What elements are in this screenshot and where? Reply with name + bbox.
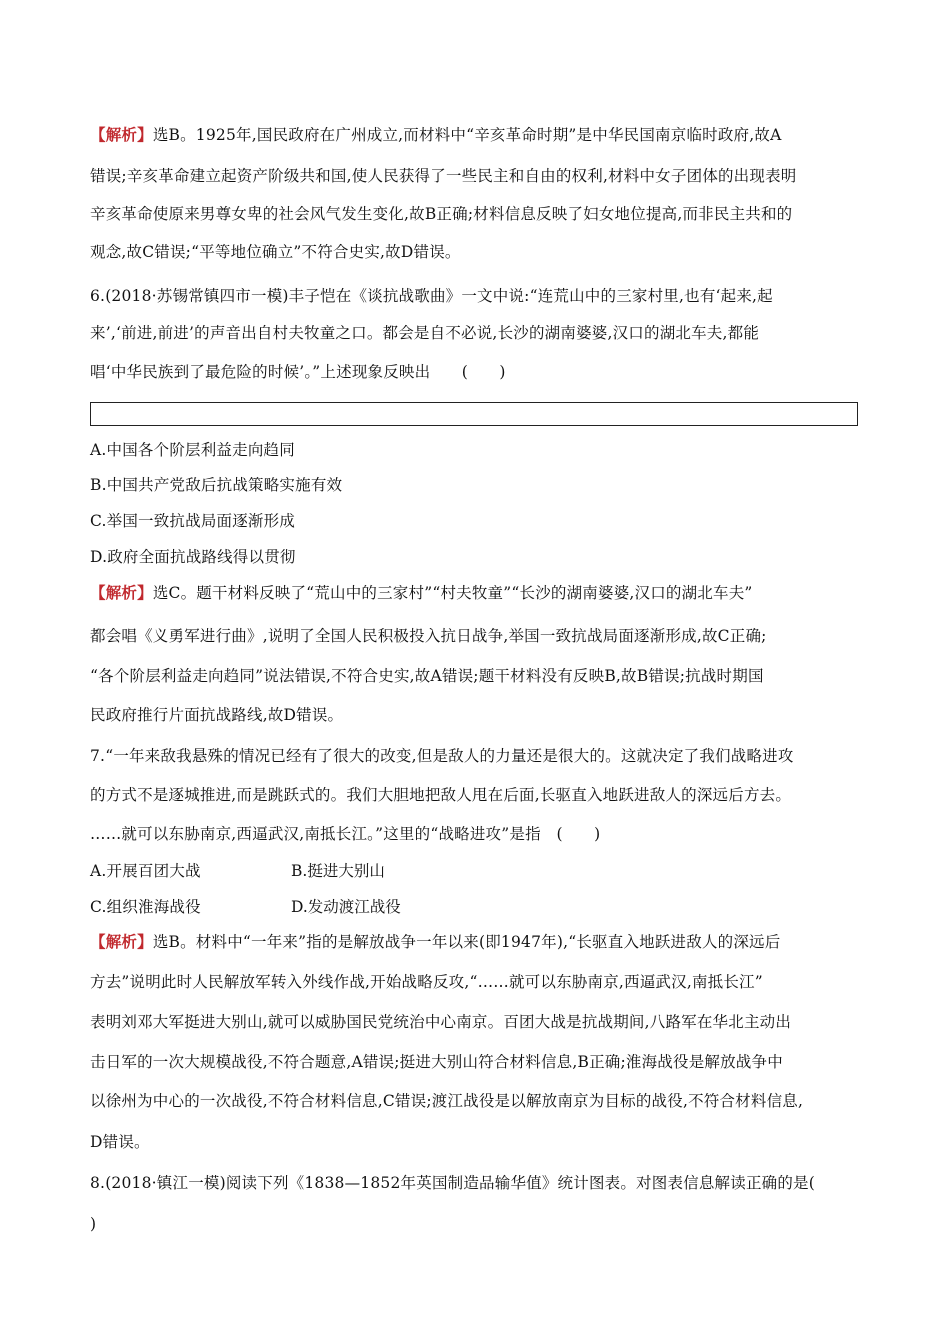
question-6-option-b: B.中国共产党敌后抗战策略实施有效	[90, 476, 343, 494]
question-7-option-c: C.组织淮海战役	[90, 898, 201, 916]
question-6-line: 唱‘中华民族到了最危险的时候’。”上述现象反映出 ( )	[90, 363, 506, 381]
question-8-line: 8.(2018·镇江一模)阅读下列《1838—1852年英国制造品输华值》统计图表。对图表信息解读正确的是(	[90, 1174, 815, 1192]
question-6-line: 来’,‘前进,前进’的声音出自村夫牧童之口。都会是自不必说,长沙的湖南婆婆,汉口的湖北车夫,都能	[90, 324, 760, 342]
analysis-text-line: 选B。1925年,国民政府在广州成立,而材料中“辛亥革命时期”是中华民国南京临时政府,故A	[152, 126, 782, 144]
analysis-paragraph-6	[90, 582, 753, 604]
question-6-option-a: A.中国各个阶层利益走向趋同	[90, 441, 295, 459]
analysis-text-line: 击日军的一次大规模战役,不符合题意,A错误;挺进大别山符合材料信息,B正确;淮海战役是解放战争中	[90, 1053, 783, 1071]
analysis-text-line: 选C。题干材料反映了“荒山中的三家村”“村夫牧童”“长沙的湖南婆婆,汉口的湖北车夫”	[152, 584, 753, 602]
question-7-option-b: B.挺进大别山	[291, 862, 385, 880]
analysis-tag: 【解析】	[90, 125, 153, 144]
question-7-line: 7.“一年来敌我悬殊的情况已经有了很大的改变,但是敌人的力量还是很大的。这就决定了我们战略进攻	[90, 747, 794, 765]
analysis-text-line: 观念,故C错误;“平等地位确立”不符合史实,故D错误。	[90, 243, 461, 261]
question-6-option-c: C.举国一致抗战局面逐渐形成	[90, 512, 296, 530]
answer-input-box[interactable]	[90, 402, 858, 426]
analysis-text-line: 辛亥革命使原来男尊女卑的社会风气发生变化,故B正确;材料信息反映了妇女地位提高,而非民主共和的	[90, 205, 793, 223]
question-7-line: 的方式不是逐城推进,而是跳跃式的。我们大胆地把敌人甩在后面,长驱直入地跃进敌人的深远后方去。	[90, 786, 792, 804]
analysis-text-line: D错误。	[90, 1133, 150, 1151]
analysis-paragraph-5	[90, 124, 781, 146]
analysis-text-line: 选B。材料中“一年来”指的是解放战争一年以来(即1947年),“长驱直入地跃进敌人的深远后	[152, 933, 781, 951]
question-7-option-a: A.开展百团大战	[90, 862, 201, 880]
analysis-tag: 【解析】	[90, 932, 153, 951]
analysis-text-line: 民政府推行片面抗战路线,故D错误。	[90, 706, 344, 724]
analysis-text-line: 表明刘邓大军挺进大别山,就可以威胁国民党统治中心南京。百团大战是抗战期间,八路军在华北主动出	[90, 1013, 792, 1031]
question-6-option-d: D.政府全面抗战路线得以贯彻	[90, 548, 296, 566]
question-7-line: ……就可以东胁南京,西逼武汉,南抵长江。”这里的“战略进攻”是指 ( )	[90, 825, 601, 843]
analysis-text-line: 以徐州为中心的一次战役,不符合材料信息,C错误;渡江战役是以解放南京为目标的战役,不符合材料信息,	[90, 1092, 804, 1110]
analysis-text-line: “各个阶层利益走向趋同”说法错误,不符合史实,故A错误;题干材料没有反映B,故B错误;抗战时期国	[90, 667, 764, 685]
question-6-line: 6.(2018·苏锡常镇四市一模)丰子恺在《谈抗战歌曲》一文中说:“连荒山中的三家村里,也有‘起来,起	[90, 287, 773, 305]
analysis-text-line: 错误;辛亥革命建立起资产阶级共和国,使人民获得了一些民主和自由的权利,材料中女子团体的出现表明	[90, 167, 797, 185]
question-7-option-d: D.发动渡江战役	[291, 898, 401, 916]
analysis-text-line: 方去”说明此时人民解放军转入外线作战,开始战略反攻,“……就可以东胁南京,西逼武汉,南抵长江”	[90, 973, 763, 991]
analysis-tag: 【解析】	[90, 583, 153, 602]
analysis-paragraph-7	[90, 931, 780, 953]
question-8-line: )	[90, 1215, 97, 1233]
analysis-text-line: 都会唱《义勇军进行曲》,说明了全国人民积极投入抗日战争,举国一致抗战局面逐渐形成,故C正确;	[90, 627, 767, 645]
